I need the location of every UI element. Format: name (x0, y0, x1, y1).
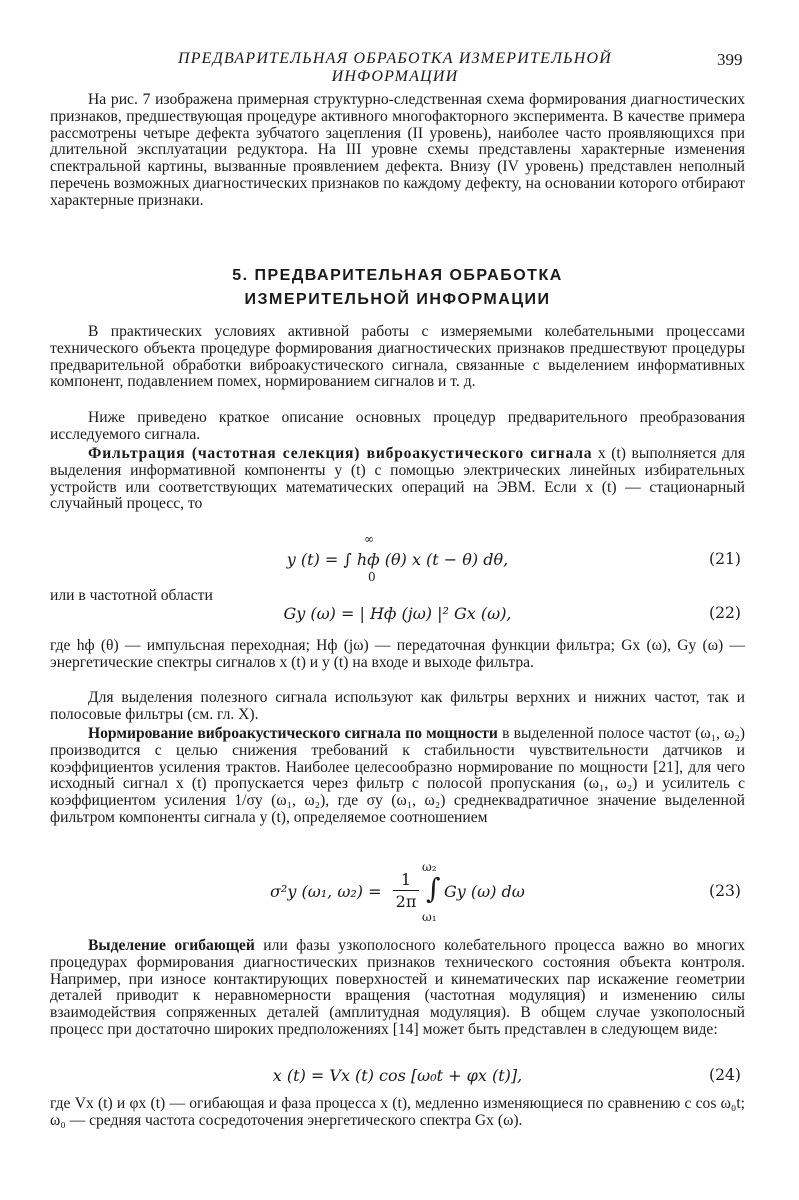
formula-23-fraction-denominator: 2π (395, 892, 417, 911)
equation-number-24: (24) (708, 1066, 741, 1084)
formula-24 (50, 1062, 745, 1092)
formula-23-fraction-bar (393, 890, 419, 891)
filtering-heading: Фильтрация (частотная селекция) виброакустического сигнала (88, 445, 593, 462)
intro-paragraph: На рис. 7 изображена примерная структурно-следственная схема формирования диагностических признаков, предшествующая процедуре активного многофакторного эксперимента. В качестве примера рассмотрены четыре дефекта зубчатого зацепления (II уровень), наиболее часто проявляющихся при длительной эксплуатации редуктора. На III уровне схемы представлены характерные изменения спектральной картины, вызванные проявлением дефекта. Внизу (IV уровень) представлен неполный перечень возможных диагностических признаков по каждому дефекту, на основании которого отбирают характерные признаки. (50, 91, 745, 209)
formula-21-lower-limit: 0 (368, 570, 376, 584)
paragraph-envelope (50, 938, 745, 1039)
formula-24-body: x (t) = Vx (t) cos [ω₀t + φx (t)], (272, 1066, 523, 1085)
envelope-text: или фазы узкополосного колебательного процесса важно во многих процедурах формирования диагностических признаков технического состояния объекта контроля. Например, при износе контактирующих поверхностей и кинематических пар искажение геометрии деталей приводит к неравномерности вращения (частотная модуляция) и изменению силы взаимодействия сопряженных деталей (амплитудная модуляция). В общем случае узкополосный процесс при достаточно широких предположениях [14] может быть представлен в следующем виде: (50, 937, 745, 1038)
formula-23 (50, 862, 745, 926)
running-head: ПРЕДВАРИТЕЛЬНАЯ ОБРАБОТКА ИЗМЕРИТЕЛЬНОЙ ИНФОРМАЦИИ (177, 50, 613, 85)
paragraph-filter-definitions: где hф (θ) — импульсная переходная; Hф (jω) — передаточная функции фильтра; Gx (ω), Gy (ω) — энергетические спектры сигналов x (t) и y (t) на входе и выходе фильтра. (50, 637, 745, 671)
equation-number-23: (23) (708, 882, 741, 900)
formula-23-upper-limit: ω₂ (422, 860, 437, 874)
filtering-text: x (t) выполняется для выделения информативной компоненты y (t) с помощью электрических линейных избирательных устройств или соответствующих математических операций на ЭВМ. Если x (t) — стационарный случайный процесс, то (50, 445, 745, 513)
formula-21-body: y (t) = ∫ hф (θ) x (t − θ) dθ, (286, 550, 509, 569)
envelope-heading: Выделение огибающей (88, 937, 255, 954)
formula-23-left: σ²y (ω₁, ω₂) = (270, 882, 382, 901)
formula-23-right: Gy (ω) dω (444, 882, 525, 901)
paragraph-procedures-intro: Ниже приведено краткое описание основных процедур предварительного преобразования исследуемого сигнала. (50, 409, 745, 443)
paragraph-filter-types: Для выделения полезного сигнала используют как фильтры верхних и нижних частот, так и полосовые фильтры (см. гл. X). (50, 689, 745, 723)
paragraph-filtering (50, 446, 745, 513)
equation-number-21: (21) (708, 550, 741, 568)
formula-23-integral-sign: ∫ (426, 872, 441, 905)
formula-22-body: Gy (ω) = | Hф (jω) |² Gx (ω), (283, 604, 512, 623)
paragraph-envelope-definitions: где Vx (t) и φx (t) — огибающая и фаза процесса x (t), медленно изменяющиеся по сравнению с cos ω₀t; ω₀ — средняя частота сосредоточения энергетического спектра Gx (ω). (50, 1095, 745, 1129)
normalization-text: в выделенной полосе частот (ω₁, ω₂) производится с целью снижения требований к стабильности чувствительности датчиков и коэффициентов усиления трактов. Наиболее целесообразно нормирование по мощности [21], для чего исходный сигнал x (t) пропускается через фильтр с полосой пропускания (ω₁, ω₂) и усилитель с коэффициентом усиления 1/σy (ω₁, ω₂), где σy (ω₁, ω₂) среднеквадратичное значение выделенной фильтром компоненты сигнала y (t), определяемое соотношением (50, 725, 745, 826)
formula-21 (50, 532, 745, 586)
frequency-domain-label: или в частотной области (50, 587, 213, 604)
section-title (50, 264, 745, 312)
formula-23-lower-limit: ω₁ (422, 910, 437, 924)
paragraph-practical-conditions: В практических условиях активной работы с измеряемыми колебательными процессами технического объекта процедуре формирования диагностических признаков предшествуют процедуры предварительной обработки виброакустического сигнала, связанные с выделением информативных компонент, подавлением помех, нормированием сигналов и т. д. (50, 323, 745, 391)
formula-23-fraction-numerator: 1 (400, 870, 412, 889)
section-title-line-2: ИЗМЕРИТЕЛЬНОЙ ИНФОРМАЦИИ (244, 291, 551, 308)
formula-21-upper-limit: ∞ (364, 532, 374, 546)
equation-number-22: (22) (708, 604, 741, 622)
page-number: 399 (717, 50, 743, 69)
paragraph-power-normalization (50, 726, 745, 827)
normalization-heading: Нормирование виброакустического сигнала по мощности (88, 725, 498, 742)
section-title-line-1: 5. ПРЕДВАРИТЕЛЬНАЯ ОБРАБОТКА (232, 267, 563, 284)
formula-22 (50, 600, 745, 630)
